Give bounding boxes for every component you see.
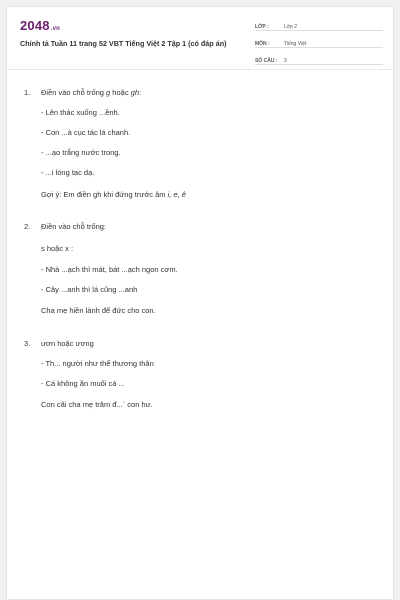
meta-label-lop: LỚP :: [255, 24, 269, 30]
answer-line: - Cây ...anh thì lá cũng ...anh: [41, 285, 138, 294]
hint-vowels: i, e, ê: [167, 190, 186, 199]
answer-line: - ...i lòng tạc dạ.: [41, 168, 95, 177]
answer-line: Cha mẹ hiền lành để đức cho con.: [41, 306, 156, 315]
answer-line: - Lên thác xuống ...ềnh.: [41, 108, 120, 117]
question-subprompt: s hoặc x :: [41, 244, 74, 253]
question-prompt: [41, 88, 141, 97]
meta-value-mon: Tiếng Việt: [284, 41, 307, 47]
logo-text: 2048: [20, 18, 50, 33]
site-logo[interactable]: [20, 18, 60, 33]
meta-value-socau: 3: [284, 58, 287, 64]
prompt-part: hoặc: [110, 88, 131, 97]
question-prompt: Điền vào chỗ trống:: [41, 222, 107, 231]
question-prompt: ươn hoặc ương: [41, 339, 94, 348]
worksheet-page: [6, 6, 394, 600]
meta-info: [255, 18, 383, 69]
meta-value-lop: Lớp 2: [284, 24, 298, 30]
answer-line: Con cãi cha mẹ trăm đ...` con hư.: [41, 400, 153, 409]
prompt-letter-gh: gh: [130, 88, 139, 97]
meta-row-socau: [255, 52, 383, 65]
question-number: 3.: [24, 339, 31, 348]
answer-line: - Cá không ăn muối cá ...: [41, 379, 125, 388]
meta-label-mon: MÔN :: [255, 41, 270, 47]
hint-text: [41, 190, 186, 199]
page-title: Chính tả Tuần 11 trang 52 VBT Tiếng Việt 2 Tập 1 (có đáp án): [20, 39, 227, 48]
answer-line: - Con ...à cục tác lá chanh.: [41, 128, 131, 137]
question-number: 1.: [24, 88, 31, 97]
question-number: 2.: [24, 222, 31, 231]
answer-line: - Nhà ...ạch thì mát, bát ...ạch ngon cơm.: [41, 265, 178, 274]
meta-label-socau: SỐ CÂU :: [255, 58, 278, 64]
meta-row-mon: [255, 35, 383, 48]
answer-line: - Th... người như thể thương thân: [41, 359, 154, 368]
prompt-part: :: [139, 88, 142, 97]
prompt-letter-g: g: [106, 88, 111, 97]
worksheet-header: [7, 7, 393, 70]
answer-line: - ...ạo trắng nước trong.: [41, 148, 121, 157]
hint-part: Gợi ý: Em điền gh khi đứng trước âm: [41, 190, 168, 199]
prompt-part: Điền vào chỗ trống: [41, 88, 107, 97]
logo-suffix: .vn: [50, 26, 61, 32]
meta-row-lop: [255, 18, 383, 31]
